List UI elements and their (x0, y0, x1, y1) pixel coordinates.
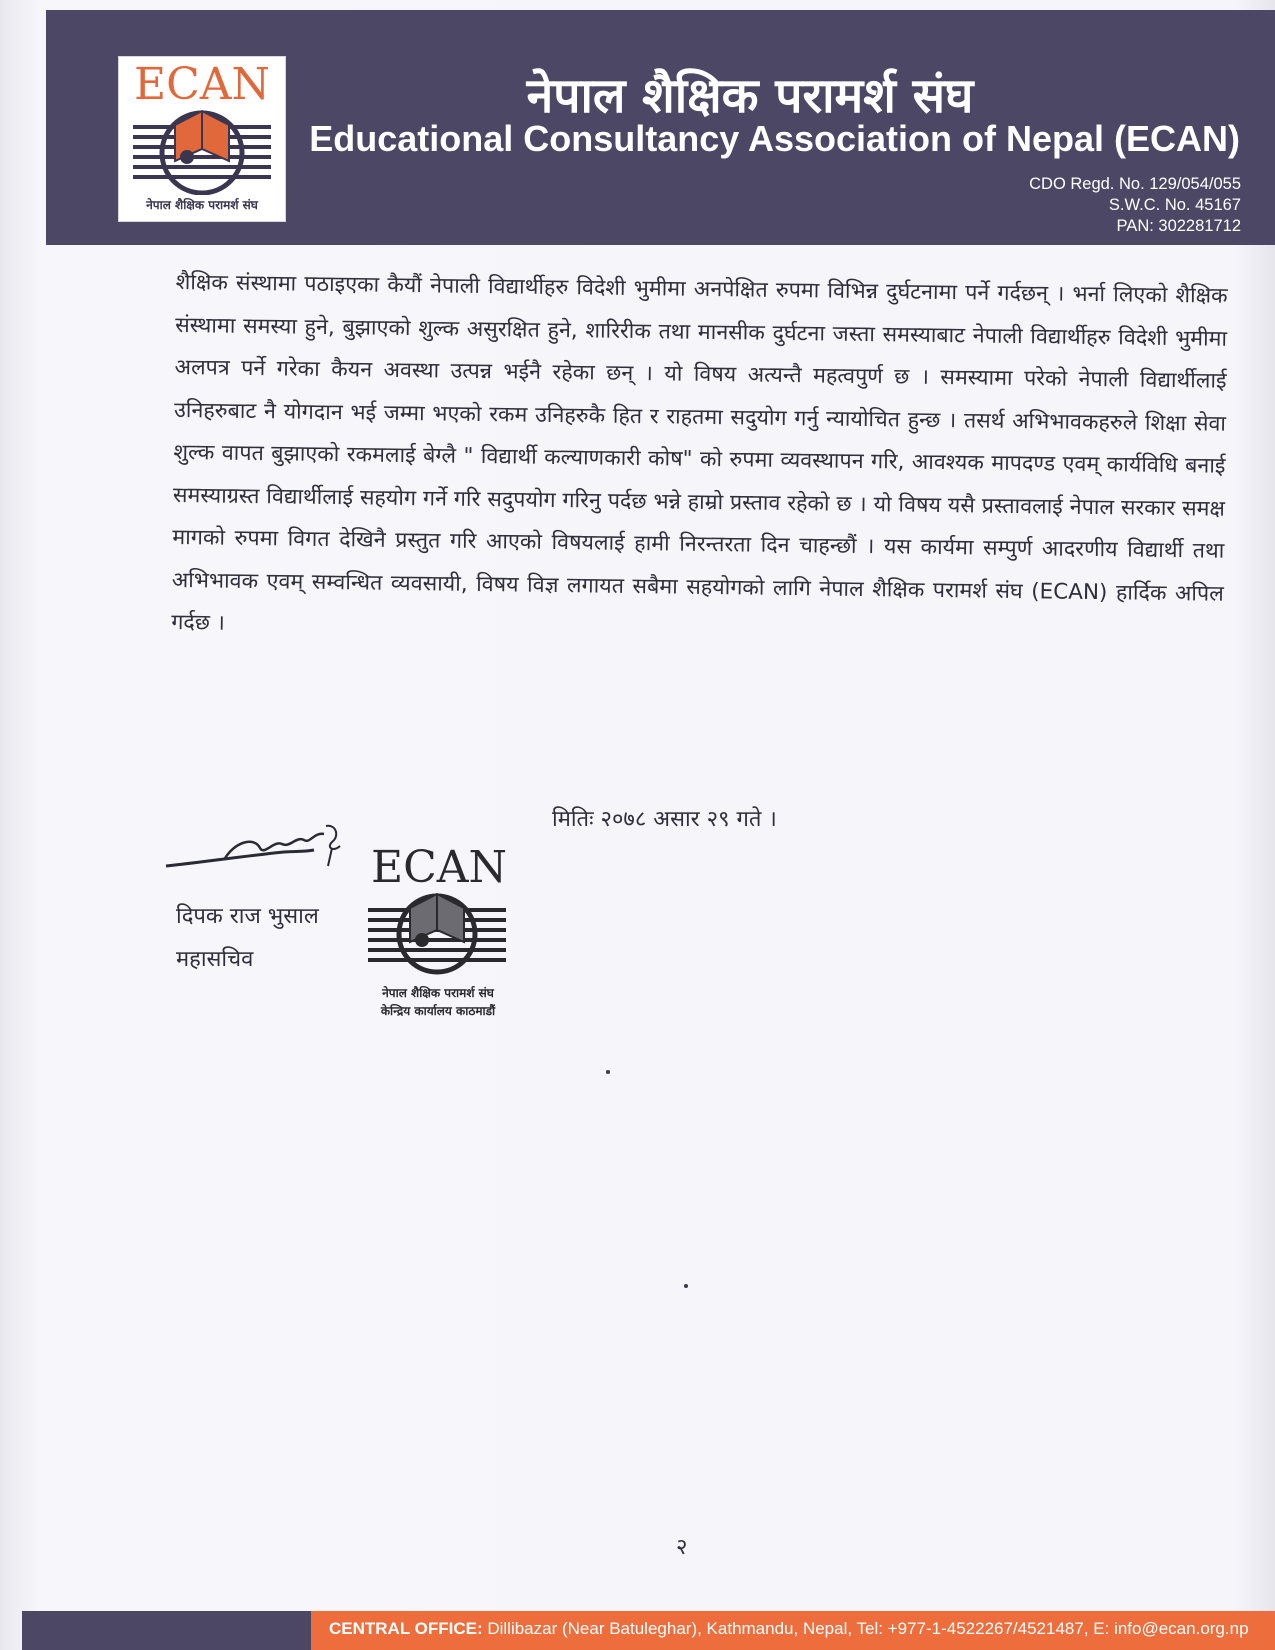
handwritten-signature (164, 822, 354, 882)
logo-caption: नेपाल शैक्षिक परामर्श संघ (146, 198, 258, 212)
footer-address-bar (311, 1611, 1275, 1650)
letter-body: शैक्षिक संस्थामा पठाइएका कैयौं नेपाली विद्यार्थीहरु विदेशी भुमीमा अनपेक्षित रुपमा विभिन्न दुर्घटनामा पर्ने गर्दछन् । भर्ना लिएको शैक्षिक संस्थामा समस्या हुने, बुझाएको शुल्क असुरक्षित हुने, शारिरीक तथा मानसीक दुर्घटना जस्ता समस्याबाट नेपाली विद्यार्थीहरु विदेशी भुमीमा अलपत्र पर्ने गरेका कैयन अवस्था उत्पन्न भईनै रहेका छन् । यो विषय अत्यन्तै महत्वपुर्ण छ । समस्यामा परेको नेपाली विद्यार्थीलाई उनिहरुबाट नै योगदान भई जम्मा भएको रकम उनिहरुकै हित र राहतमा सदुयोग गर्नु न्यायोचित हुन्छ । तसर्थ अभिभावकहरुले शिक्षा सेवा शुल्क वापत बुझाएको रकमलाई बेग्लै " विद्यार्थी कल्याणकारी कोष" को रुपमा व्यवस्थापन गरि, आवश्यक मापदण्ड एवम् कार्यविधि बनाई समस्याग्रस्त विद्यार्थीलाई सहयोग गर्ने गरि सदुपयोग गरिनु पर्दछ भन्ने हाम्रो प्रस्ताव रहेको छ । यो विषय यसै प्रस्तावलाई नेपाल सरकार समक्ष मागको रुपमा विगत देखिनै प्रस्तुत गरि आएको विषयलाई हामी निरन्तरता दिन चाहन्छौं । यस कार्यमा सम्पुर्ण आदरणीय विद्यार्थी तथा अभिभावक एवम् सम्वन्धित व्यवसायी, विषय विज्ञ लगायत सबैमा सहयोगको लागि नेपाल शैक्षिक परामर्श संघ (ECAN) हार्दिक अपिल गर्दछ । (171, 269, 1228, 636)
letter-date: मितिः २०७८ असार २९ गते । (552, 807, 777, 832)
footer-details: Dillibazar (Near Batuleghar), Kathmandu, Nepal, Tel: +977-1-4522267/4521487, E: info@ecan.org.np (482, 1619, 1249, 1638)
footer-label: CENTRAL OFFICE: (329, 1619, 483, 1638)
stamp-globe-icon (362, 890, 512, 980)
org-title-english: Educational Consultancy Association of Nepal (ECAN) (309, 118, 1240, 159)
footer-address (329, 1619, 1249, 1639)
office-stamp (358, 842, 518, 1022)
swc-number: S.W.C. No. 45167 (1108, 196, 1241, 214)
page-number: २ (676, 1535, 688, 1560)
signatory-title: महासचिव (176, 947, 254, 972)
stamp-caption-line2: केन्द्रिय कार्यालय काठमाडौं (380, 1004, 496, 1018)
ecan-logo (118, 56, 286, 222)
stamp-caption-line1: नेपाल शैक्षिक परामर्श संघ (382, 986, 494, 1000)
stamp-wordmark: ECAN (370, 842, 508, 893)
pan-number: PAN: 302281712 (1116, 217, 1241, 235)
signatory-name: दिपक राज भुसाल (176, 904, 319, 929)
logo-wordmark: ECAN (133, 59, 271, 110)
paper-speck (684, 1284, 688, 1288)
globe-book-logo-icon (125, 105, 279, 195)
cdo-registration: CDO Regd. No. 129/054/055 (1029, 175, 1241, 193)
registration-numbers (1029, 174, 1241, 237)
org-title-nepali: नेपाल शैक्षिक परामर्श संघ (526, 68, 974, 124)
paper-speck (606, 1070, 610, 1074)
